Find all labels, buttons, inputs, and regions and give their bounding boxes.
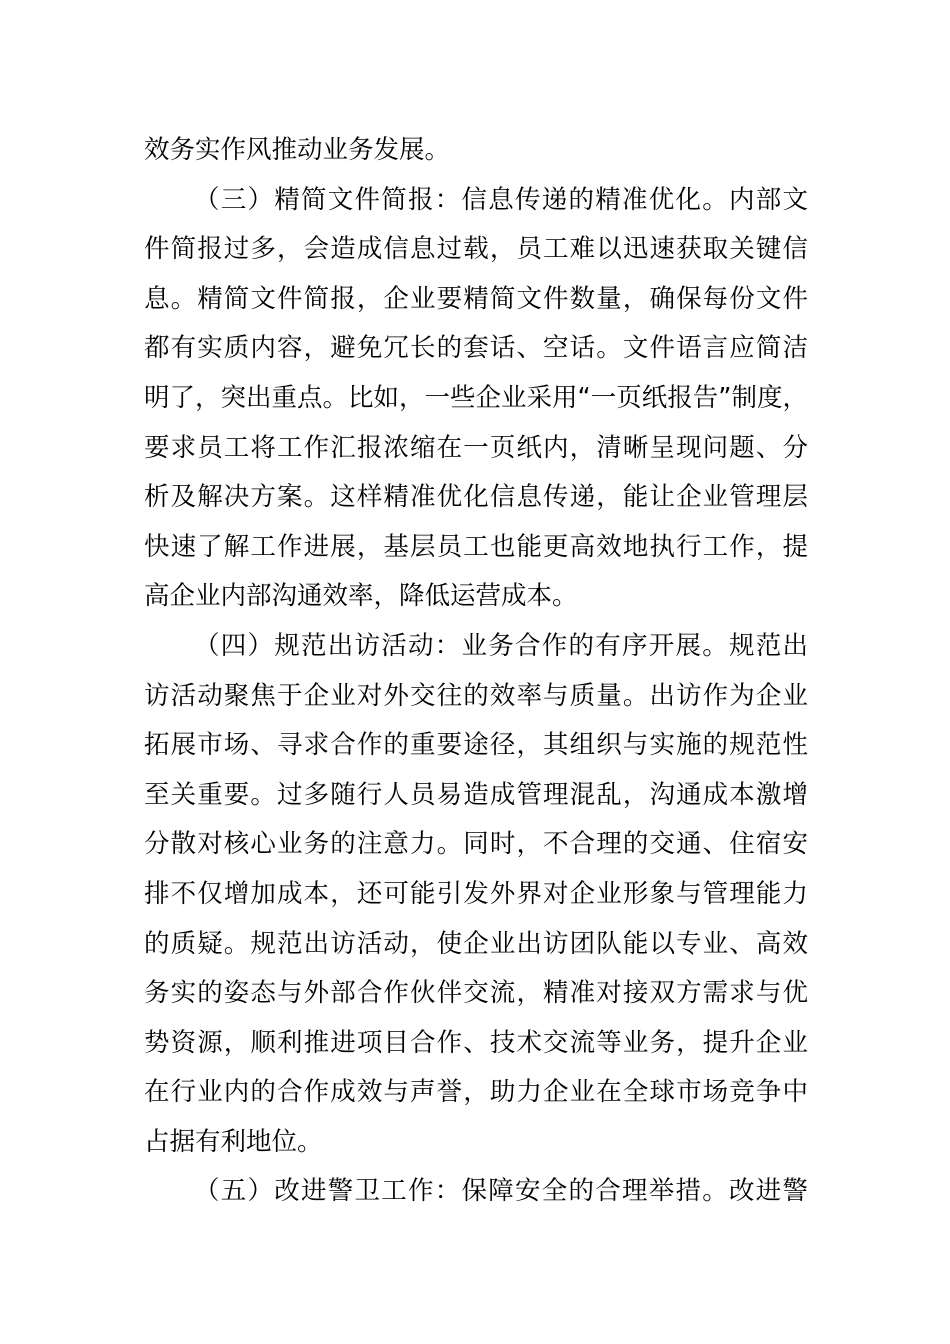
text-line: 快速了解工作进展，基层员工也能更高效地执行工作，提 [144, 531, 808, 562]
text-line: 效务实作风推动业务发展。 [144, 135, 451, 165]
text-line: 访活动聚焦于企业对外交往的效率与质量。出访作为企业 [144, 680, 808, 711]
text-line: 都有实质内容，避免冗长的套话、空话。文件语言应简洁 [144, 333, 808, 364]
body-text [144, 126, 808, 1217]
text-line: 析及解决方案。这样精准优化信息传递，能让企业管理层 [144, 482, 808, 513]
text-line: 的质疑。规范出访活动，使企业出访团队能以专业、高效 [144, 928, 808, 959]
text-line: 分散对核心业务的注意力。同时，不合理的交通、住宿安 [144, 829, 808, 860]
text-line: 占据有利地位。 [144, 1126, 323, 1157]
text-line: 势资源，顺利推进项目合作、技术交流等业务，提升企业 [144, 1027, 808, 1058]
text-line: 排不仅增加成本，还可能引发外界对企业形象与管理能力 [144, 878, 808, 909]
text-line: 拓展市场、寻求合作的重要途径，其组织与实施的规范性 [144, 730, 808, 761]
text-line: （五）改进警卫工作：保障安全的合理举措。改进警 [194, 1176, 808, 1207]
text-line: （三）精简文件简报：信息传递的精准优化。内部文 [194, 184, 808, 215]
text-line: 高企业内部沟通效率，降低运营成本。 [144, 581, 578, 612]
text-line: 件简报过多，会造成信息过载，员工难以迅速获取关键信 [144, 234, 808, 265]
text-line: 在行业内的合作成效与声誉，助力企业在全球市场竞争中 [144, 1077, 808, 1108]
text-line: （四）规范出访活动：业务合作的有序开展。规范出 [194, 630, 808, 661]
text-line: 明了，突出重点。比如，一些企业采用“一页纸报告”制度， [144, 382, 808, 413]
text-line: 务实的姿态与外部合作伙伴交流，精准对接双方需求与优 [144, 978, 808, 1009]
text-line: 息。精简文件简报，企业要精简文件数量，确保每份文件 [144, 283, 808, 314]
text-line: 至关重要。过多随行人员易造成管理混乱，沟通成本激增 [144, 779, 808, 810]
text-line: 要求员工将工作汇报浓缩在一页纸内，清晰呈现问题、分 [144, 432, 808, 463]
